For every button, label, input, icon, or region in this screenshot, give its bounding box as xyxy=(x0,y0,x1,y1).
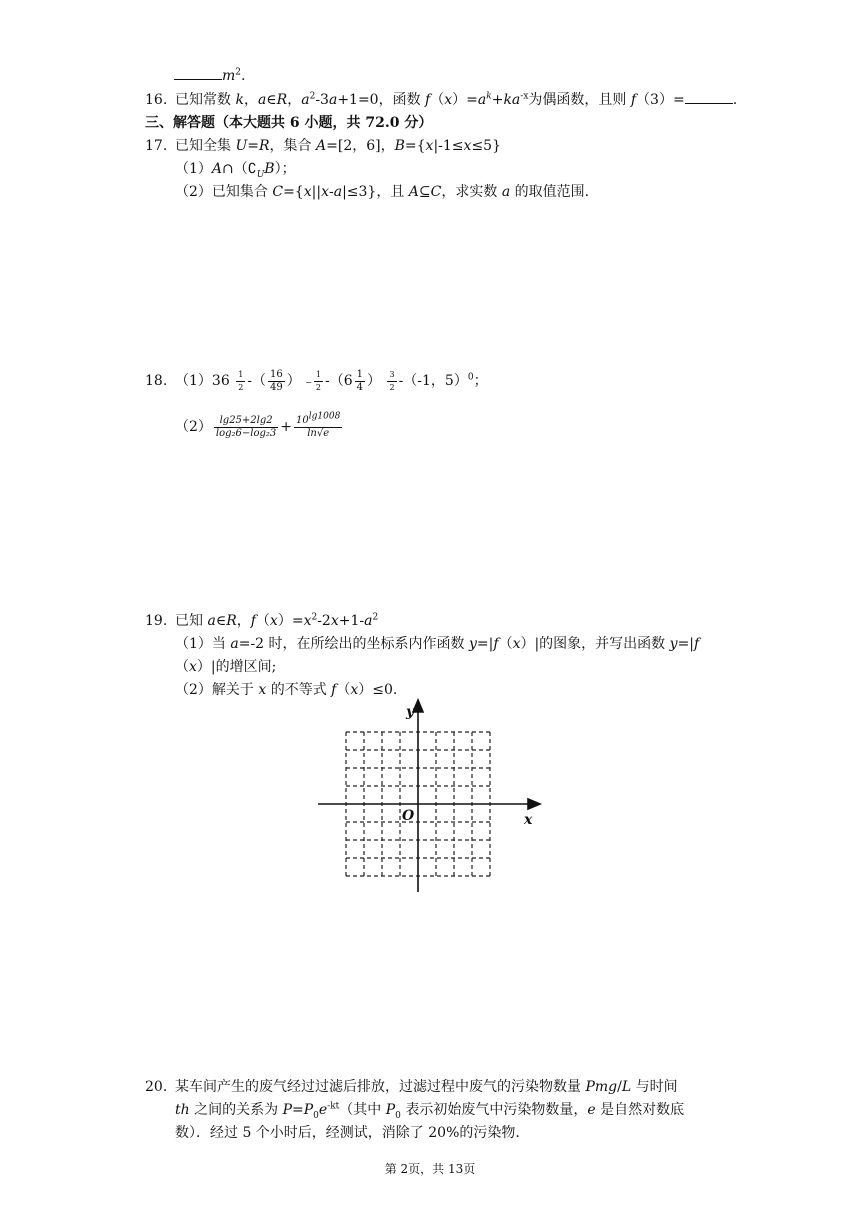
question-17-part-2: （2）已知集合 C={x||x-a|≤3}，且 A⊆C，求实数 a 的取值范围. xyxy=(175,184,590,200)
question-number: 19. xyxy=(145,613,168,629)
question-20: 20. 某车间产生的废气经过过滤后排放，过滤过程中废气的污染物数量 Pmg/L 与时间 xyxy=(145,1079,678,1095)
question-19-part-1: （1）当 a=-2 时，在所绘出的坐标系内作函数 y=|f（x）|的图象，并写出函数 y=|f xyxy=(175,636,700,652)
coordinate-grid-figure xyxy=(312,696,547,896)
exponent-fraction: $\frac{3}{2}$ xyxy=(389,369,395,392)
question-16: 16. 已知常数 k，a∈R，$a^2-3a+1=0$，函数 $f(x)=a^k+ka^{-x}$为偶函数，且则 f（3）= . xyxy=(145,91,738,108)
fraction: $\frac{10^{lg1008}}{\ln√e}$ xyxy=(296,411,341,439)
blank xyxy=(174,66,222,80)
origin-label: O xyxy=(402,808,415,824)
x-axis-label: x xyxy=(524,812,533,828)
question-17: 17. 已知全集 U=R，集合 A=[2，6]，B={x|-1≤x≤5} xyxy=(145,138,501,154)
answer-blank-line: $m^2$. xyxy=(174,66,245,86)
page-footer: 第 2页，共 13页 xyxy=(384,1162,476,1176)
question-number: 18. xyxy=(145,373,168,389)
fraction: $\frac{\lg 25+2\lg 2}{\text{log₂6−log₂3}}$ xyxy=(215,414,277,439)
section-heading: 三、解答题（本大题共 6 小题，共 72.0 分） xyxy=(145,115,433,131)
question-18-part-2: （2） $\frac{\lg 25+2\lg 2}{\text{log₂6−log₂3}}$ + $\frac{10^{lg1008}}{\ln√e}$ xyxy=(175,411,341,439)
blank xyxy=(685,90,733,104)
question-number: 20. xyxy=(145,1079,168,1095)
question-number: 16. xyxy=(145,92,168,108)
question-19: 19. 已知 a∈R，$f(x)=x^2-2x+1-a^2$ xyxy=(145,612,379,629)
axes xyxy=(318,700,540,892)
exponent-fraction: $\frac{1}{2}$ xyxy=(238,369,244,392)
question-number: 17. xyxy=(145,138,168,154)
question-19-part-1-cont: （x）|的增区间; xyxy=(175,659,277,675)
exponent-fraction: $\frac{1}{2}$ xyxy=(315,369,321,392)
x-axis-arrow xyxy=(528,799,540,809)
question-20-line-3: 数）．经过 5 个小时后，经测试，消除了 20%的污染物. xyxy=(175,1125,520,1141)
fraction: $\frac{1}{4}$ xyxy=(356,368,364,393)
question-20-line-2: th 之间的关系为 $P=P_0e^{-kt}$（其中 $P_0$ 表示初始废气中污染物数量，e 是自然对数底 xyxy=(175,1101,685,1121)
y-axis-arrow xyxy=(413,700,423,712)
question-17-part-1: $(1)A\cap(∁_UB)$； xyxy=(175,161,296,180)
y-axis-label: y xyxy=(406,704,415,720)
question-19-part-2: （2）解关于 x 的不等式 f（x）≤0. xyxy=(175,682,398,698)
question-18-part-1: 18. （1）36 $\frac{1}{2}$ -（ $\frac{16}{49}$ ） − $\frac{1}{2}$ -（6 $\frac{1}{4}$ ） $\frac{3}{2}$ -（-1，5）$^0$； xyxy=(145,368,488,393)
fraction: $\frac{16}{49}$ xyxy=(270,368,283,393)
